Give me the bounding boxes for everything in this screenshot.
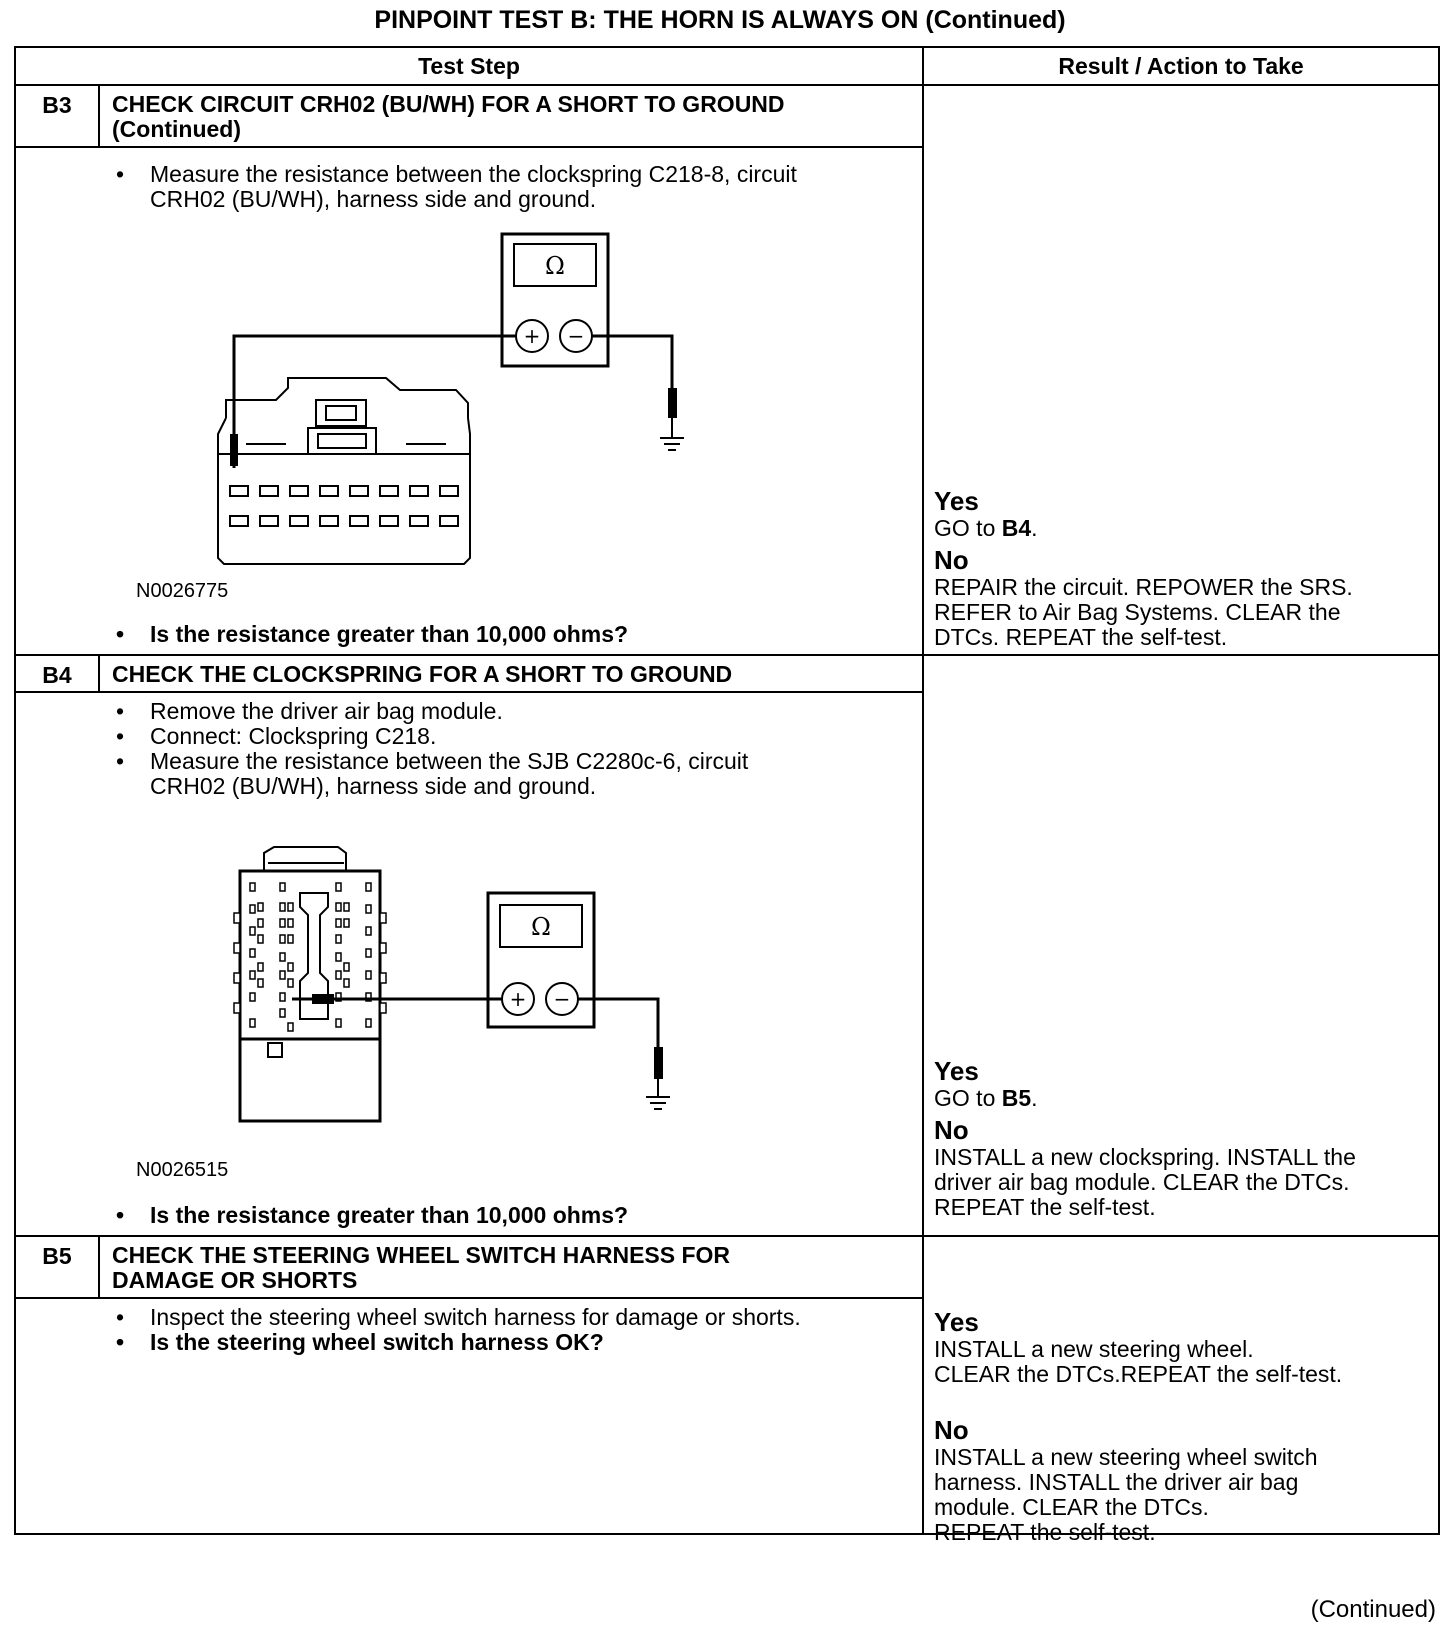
no-action-line: INSTALL a new clockspring. INSTALL the	[934, 1144, 1356, 1170]
step-title-line: CHECK THE STEERING WHEEL SWITCH HARNESS FOR	[112, 1242, 731, 1268]
step-id-b3: B3	[15, 85, 99, 147]
question-list	[16, 1203, 628, 1228]
step-id-b5: B5	[15, 1236, 99, 1298]
step-title-b5	[99, 1236, 923, 1298]
step-link-b4[interactable]: B4	[1001, 515, 1032, 541]
page-title: PINPOINT TEST B: THE HORN IS ALWAYS ON (Continued)	[374, 6, 1066, 34]
no-action-line: module. CLEAR the DTCs.	[934, 1494, 1209, 1520]
instruction-list	[16, 162, 912, 212]
result-b3	[923, 85, 1439, 655]
yes-label: Yes	[934, 1307, 979, 1337]
positive-probe	[312, 994, 334, 1004]
no-action-line: DTCs. REPEAT the self-test.	[934, 624, 1228, 650]
yes-label: Yes	[934, 486, 979, 516]
result-b4	[923, 655, 1439, 1236]
step-b5-title-row	[15, 1236, 1439, 1298]
continued-note: (Continued)	[1310, 1596, 1436, 1623]
plus-sign: +	[509, 987, 527, 1011]
instruction-list	[16, 699, 912, 799]
result-b4-text	[934, 1056, 1356, 1220]
step-title-line: DAMAGE OR SHORTS	[112, 1267, 358, 1293]
result-b5	[923, 1236, 1439, 1545]
col-header-result: Result / Action to Take	[923, 47, 1439, 85]
plus-sign: +	[523, 324, 541, 348]
step-id-b4: B4	[15, 655, 99, 692]
step-b4-title-row	[15, 655, 1439, 692]
minus-sign: −	[567, 324, 585, 348]
no-label: No	[934, 1115, 969, 1145]
ground-icon	[646, 1097, 670, 1109]
yes-label: Yes	[934, 1056, 979, 1086]
yes-action: GO to B4.	[934, 515, 1038, 541]
no-action-line: REPEAT the self-test.	[934, 1519, 1156, 1545]
step-b3-title-row	[15, 85, 1439, 147]
instruction-item: • Measure the resistance between the clockspring C218-8, circuit CRH02 (BU/WH), harness side and ground.	[16, 162, 912, 212]
step-body-b5	[15, 1298, 923, 1534]
clockspring-connector-diagram	[196, 228, 716, 588]
instruction-item: • Connect: Clockspring C218.	[16, 724, 912, 749]
ground-probe	[668, 388, 677, 418]
step-title-b3	[99, 85, 923, 147]
pinpoint-test-table	[14, 46, 1440, 1545]
ohm-symbol: Ω	[531, 913, 551, 941]
step-title-line: (Continued)	[112, 116, 242, 142]
instruction-list	[16, 1305, 912, 1355]
no-action-line: driver air bag module. CLEAR the DTCs.	[934, 1169, 1350, 1195]
no-action-line: REPEAT the self-test.	[934, 1194, 1156, 1220]
figure-id: N0026775	[136, 580, 229, 602]
step-body-b4	[15, 692, 923, 1236]
test-question: • Is the steering wheel switch harness OK?	[16, 1330, 912, 1355]
table-header-row	[15, 47, 1439, 85]
no-action-line: harness. INSTALL the driver air bag	[934, 1469, 1299, 1495]
instruction-item: • Measure the resistance between the SJB C2280c-6, circuit CRH02 (BU/WH), harness side and ground.	[16, 749, 912, 799]
yes-action-line: INSTALL a new steering wheel.	[934, 1336, 1254, 1362]
col-header-test-step: Test Step	[15, 47, 923, 85]
minus-sign: −	[553, 987, 571, 1011]
result-b5-text	[934, 1307, 1342, 1545]
ground-icon	[660, 438, 684, 450]
ground-probe	[654, 1047, 663, 1079]
yes-action-line: CLEAR the DTCs.REPEAT the self-test.	[934, 1361, 1343, 1387]
instruction-item: • Remove the driver air bag module.	[16, 699, 912, 724]
no-label: No	[934, 1415, 969, 1445]
instruction-item: • Inspect the steering wheel switch harness for damage or shorts.	[16, 1305, 912, 1330]
question-list	[16, 622, 628, 647]
result-b3-text	[934, 486, 1353, 650]
step-title-line: CHECK CIRCUIT CRH02 (BU/WH) FOR A SHORT TO GROUND	[112, 91, 785, 117]
positive-probe	[230, 434, 238, 466]
connector-pins	[234, 883, 386, 1031]
no-action-line: REPAIR the circuit. REPOWER the SRS.	[934, 574, 1353, 600]
no-action-line: INSTALL a new steering wheel switch	[934, 1444, 1318, 1470]
yes-action: GO to B5.	[934, 1085, 1038, 1111]
ohm-symbol: Ω	[545, 252, 565, 280]
figure-id: N0026515	[136, 1159, 229, 1181]
no-action-line: REFER to Air Bag Systems. CLEAR the	[934, 599, 1341, 625]
step-title-b4: CHECK THE CLOCKSPRING FOR A SHORT TO GROUND	[99, 655, 923, 692]
no-label: No	[934, 545, 969, 575]
connector-pins	[230, 486, 458, 526]
connector-c218-icon	[218, 378, 470, 564]
test-question: • Is the resistance greater than 10,000 ohms?	[16, 622, 628, 647]
step-body-b3	[15, 147, 923, 655]
step-link-b5[interactable]: B5	[1001, 1085, 1032, 1111]
sjb-connector-diagram	[216, 843, 696, 1143]
test-question: • Is the resistance greater than 10,000 ohms?	[16, 1203, 628, 1228]
